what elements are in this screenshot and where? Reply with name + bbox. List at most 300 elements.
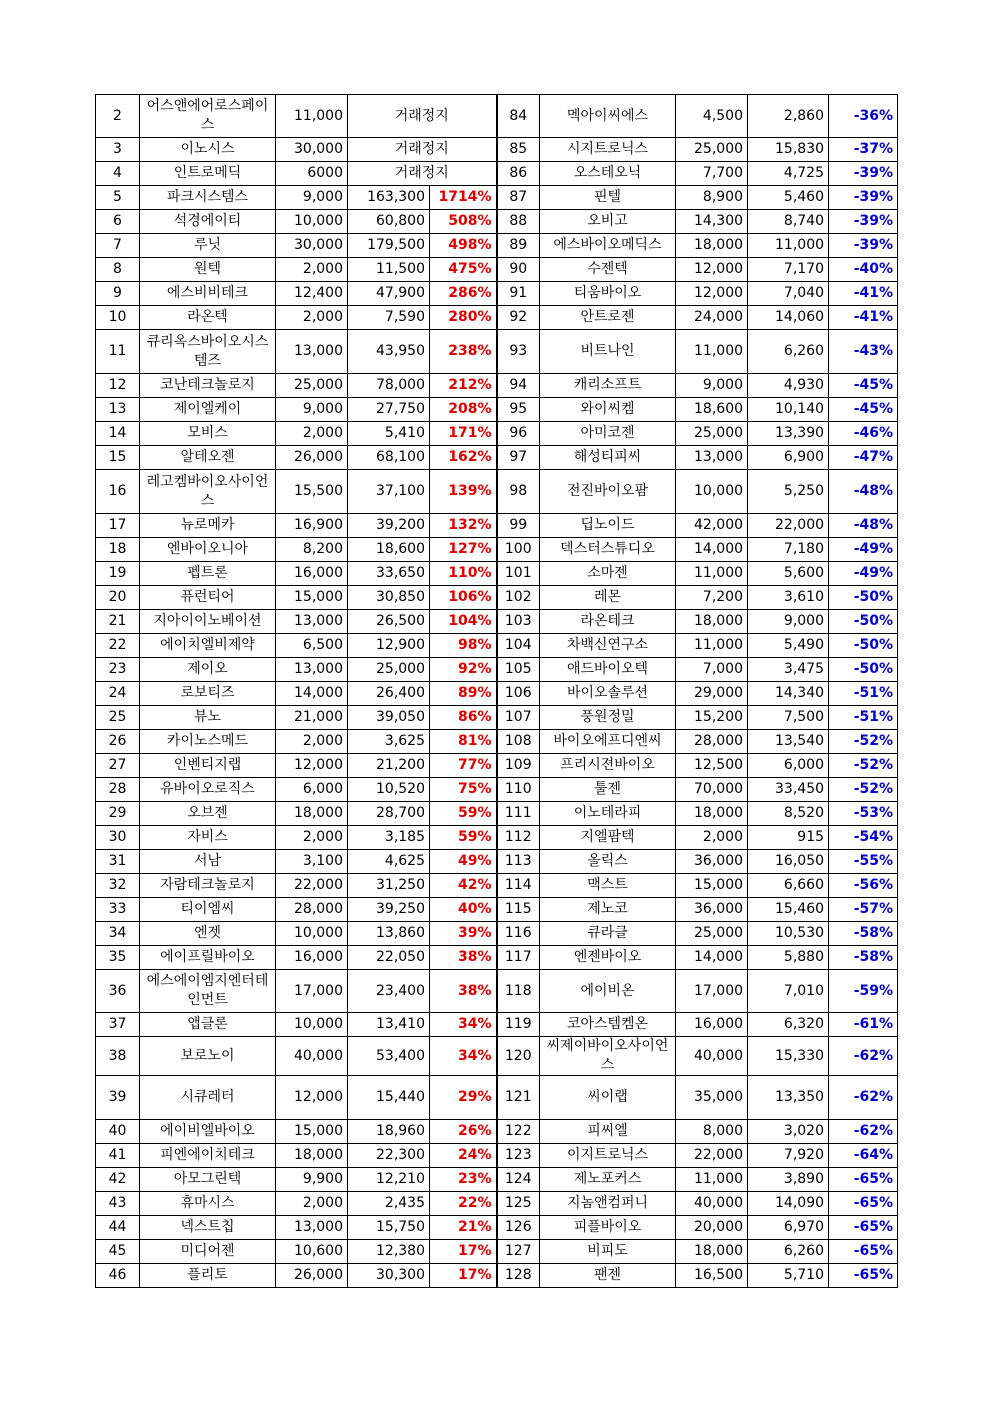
- left-return-cell: 1714%: [430, 186, 497, 210]
- right-current-price-cell: 6,900: [748, 446, 829, 470]
- left-return-cell: 286%: [430, 282, 497, 306]
- right-current-price-cell: 13,540: [748, 730, 829, 754]
- right-return-cell: -53%: [829, 802, 898, 826]
- right-current-price-cell: 5,600: [748, 562, 829, 586]
- right-company-cell: 핀텔: [540, 186, 676, 210]
- left-company-cell: 뉴로메카: [140, 514, 276, 538]
- left-current-price-cell: 163,300: [348, 186, 430, 210]
- right-company-cell: 전진바이오팜: [540, 470, 676, 514]
- left-current-price-cell: 12,900: [348, 634, 430, 658]
- table-row: [96, 610, 898, 634]
- table-row: [96, 730, 898, 754]
- left-current-price-cell: 12,210: [348, 1168, 430, 1192]
- right-offer-price-cell: 11,000: [676, 562, 748, 586]
- right-return-cell: -65%: [829, 1264, 898, 1288]
- right-offer-price-cell: 16,500: [676, 1264, 748, 1288]
- left-offer-price-cell: 13,000: [276, 658, 348, 682]
- right-current-price-cell: 6,260: [748, 330, 829, 374]
- right-return-cell: -51%: [829, 706, 898, 730]
- left-offer-price-cell: 10,000: [276, 922, 348, 946]
- right-return-cell: -64%: [829, 1144, 898, 1168]
- right-rank-cell: 111: [497, 802, 540, 826]
- left-company-cell: 에스비비테크: [140, 282, 276, 306]
- right-current-price-cell: 4,930: [748, 374, 829, 398]
- right-rank-cell: 100: [497, 538, 540, 562]
- left-rank-cell: 9: [96, 282, 140, 306]
- right-offer-price-cell: 18,000: [676, 234, 748, 258]
- right-company-cell: 오스테오닉: [540, 162, 676, 186]
- right-current-price-cell: 5,490: [748, 634, 829, 658]
- table-row: [96, 682, 898, 706]
- left-current-price-cell: 21,200: [348, 754, 430, 778]
- left-rank-cell: 31: [96, 850, 140, 874]
- right-rank-cell: 94: [497, 374, 540, 398]
- left-rank-cell: 44: [96, 1216, 140, 1240]
- table-row: [96, 778, 898, 802]
- right-current-price-cell: 3,610: [748, 586, 829, 610]
- left-return-cell: 34%: [430, 1037, 497, 1076]
- left-rank-cell: 12: [96, 374, 140, 398]
- left-offer-price-cell: 18,000: [276, 802, 348, 826]
- left-offer-price-cell: 9,000: [276, 398, 348, 422]
- left-offer-price-cell: 25,000: [276, 374, 348, 398]
- left-return-cell: 22%: [430, 1192, 497, 1216]
- right-offer-price-cell: 22,000: [676, 1144, 748, 1168]
- left-company-cell: 제이오: [140, 658, 276, 682]
- right-rank-cell: 93: [497, 330, 540, 374]
- left-offer-price-cell: 30,000: [276, 234, 348, 258]
- right-company-cell: 바이오에프디엔씨: [540, 730, 676, 754]
- left-company-cell: 휴마시스: [140, 1192, 276, 1216]
- right-offer-price-cell: 18,000: [676, 610, 748, 634]
- left-return-cell: 59%: [430, 802, 497, 826]
- right-rank-cell: 126: [497, 1216, 540, 1240]
- left-current-price-cell: 27,750: [348, 398, 430, 422]
- right-offer-price-cell: 35,000: [676, 1076, 748, 1120]
- left-current-price-cell: 26,500: [348, 610, 430, 634]
- left-company-cell: 큐리옥스바이오시스템즈: [140, 330, 276, 374]
- left-return-cell: 24%: [430, 1144, 497, 1168]
- left-current-price-cell: 15,750: [348, 1216, 430, 1240]
- left-rank-cell: 26: [96, 730, 140, 754]
- right-rank-cell: 84: [497, 95, 540, 138]
- left-current-price-cell: 39,250: [348, 898, 430, 922]
- left-current-price-cell: 37,100: [348, 470, 430, 514]
- left-current-price-cell: 22,050: [348, 946, 430, 970]
- left-rank-cell: 29: [96, 802, 140, 826]
- left-current-price-cell: 2,435: [348, 1192, 430, 1216]
- right-company-cell: 올릭스: [540, 850, 676, 874]
- left-current-price-cell: 39,050: [348, 706, 430, 730]
- left-return-cell: 132%: [430, 514, 497, 538]
- right-return-cell: -45%: [829, 398, 898, 422]
- right-offer-price-cell: 7,200: [676, 586, 748, 610]
- left-return-cell: 475%: [430, 258, 497, 282]
- left-company-cell: 퓨런티어: [140, 586, 276, 610]
- right-offer-price-cell: 25,000: [676, 138, 748, 162]
- right-return-cell: -39%: [829, 162, 898, 186]
- right-current-price-cell: 3,890: [748, 1168, 829, 1192]
- left-current-price-cell: 78,000: [348, 374, 430, 398]
- right-current-price-cell: 6,970: [748, 1216, 829, 1240]
- left-offer-price-cell: 13,000: [276, 330, 348, 374]
- left-return-cell: 26%: [430, 1120, 497, 1144]
- right-offer-price-cell: 4,500: [676, 95, 748, 138]
- left-offer-price-cell: 15,000: [276, 1120, 348, 1144]
- right-offer-price-cell: 13,000: [676, 446, 748, 470]
- left-company-cell: 코난테크놀로지: [140, 374, 276, 398]
- right-offer-price-cell: 11,000: [676, 330, 748, 374]
- right-return-cell: -62%: [829, 1076, 898, 1120]
- right-offer-price-cell: 40,000: [676, 1037, 748, 1076]
- left-current-price-cell: 18,600: [348, 538, 430, 562]
- left-company-cell: 제이엘케이: [140, 398, 276, 422]
- left-return-cell: 106%: [430, 586, 497, 610]
- left-return-cell: 39%: [430, 922, 497, 946]
- right-return-cell: -62%: [829, 1037, 898, 1076]
- left-current-price-cell: 28,700: [348, 802, 430, 826]
- right-rank-cell: 88: [497, 210, 540, 234]
- left-rank-cell: 41: [96, 1144, 140, 1168]
- right-offer-price-cell: 42,000: [676, 514, 748, 538]
- right-rank-cell: 89: [497, 234, 540, 258]
- left-rank-cell: 16: [96, 470, 140, 514]
- left-rank-cell: 25: [96, 706, 140, 730]
- left-offer-price-cell: 18,000: [276, 1144, 348, 1168]
- right-current-price-cell: 7,040: [748, 282, 829, 306]
- left-offer-price-cell: 22,000: [276, 874, 348, 898]
- left-current-price-cell: 11,500: [348, 258, 430, 282]
- table-row: [96, 210, 898, 234]
- left-company-cell: 뷰노: [140, 706, 276, 730]
- left-company-cell: 플리토: [140, 1264, 276, 1288]
- right-current-price-cell: 9,000: [748, 610, 829, 634]
- left-return-cell: 81%: [430, 730, 497, 754]
- left-rank-cell: 14: [96, 422, 140, 446]
- left-company-cell: 자람테크놀로지: [140, 874, 276, 898]
- left-rank-cell: 15: [96, 446, 140, 470]
- left-return-cell: 208%: [430, 398, 497, 422]
- right-rank-cell: 118: [497, 970, 540, 1013]
- right-offer-price-cell: 29,000: [676, 682, 748, 706]
- table-row: [96, 258, 898, 282]
- right-rank-cell: 123: [497, 1144, 540, 1168]
- right-company-cell: 프리시젼바이오: [540, 754, 676, 778]
- right-offer-price-cell: 28,000: [676, 730, 748, 754]
- right-company-cell: 멕아이씨에스: [540, 95, 676, 138]
- right-company-cell: 해성티피씨: [540, 446, 676, 470]
- right-offer-price-cell: 11,000: [676, 1168, 748, 1192]
- table-row: [96, 330, 898, 374]
- right-current-price-cell: 14,060: [748, 306, 829, 330]
- right-current-price-cell: 13,390: [748, 422, 829, 446]
- left-rank-cell: 33: [96, 898, 140, 922]
- right-offer-price-cell: 70,000: [676, 778, 748, 802]
- left-offer-price-cell: 30,000: [276, 138, 348, 162]
- table-row: [96, 138, 898, 162]
- left-company-cell: 라온텍: [140, 306, 276, 330]
- right-rank-cell: 108: [497, 730, 540, 754]
- right-rank-cell: 85: [497, 138, 540, 162]
- left-company-cell: 에이치엘비제약: [140, 634, 276, 658]
- right-return-cell: -37%: [829, 138, 898, 162]
- right-return-cell: -52%: [829, 754, 898, 778]
- right-return-cell: -40%: [829, 258, 898, 282]
- right-return-cell: -58%: [829, 922, 898, 946]
- table-body: [96, 95, 898, 1288]
- right-return-cell: -61%: [829, 1013, 898, 1037]
- table-row: [96, 1144, 898, 1168]
- table-row: [96, 1192, 898, 1216]
- right-offer-price-cell: 12,000: [676, 258, 748, 282]
- left-offer-price-cell: 15,000: [276, 586, 348, 610]
- right-offer-price-cell: 10,000: [676, 470, 748, 514]
- left-offer-price-cell: 10,000: [276, 210, 348, 234]
- left-halt-status-cell: 거래정지: [348, 138, 497, 162]
- right-offer-price-cell: 40,000: [676, 1192, 748, 1216]
- left-offer-price-cell: 3,100: [276, 850, 348, 874]
- table-row: [96, 658, 898, 682]
- left-rank-cell: 10: [96, 306, 140, 330]
- right-company-cell: 차백신연구소: [540, 634, 676, 658]
- left-current-price-cell: 179,500: [348, 234, 430, 258]
- left-return-cell: 38%: [430, 970, 497, 1013]
- left-company-cell: 에이프릴바이오: [140, 946, 276, 970]
- right-offer-price-cell: 9,000: [676, 374, 748, 398]
- left-return-cell: 29%: [430, 1076, 497, 1120]
- ipo-performance-table: [95, 94, 898, 1288]
- left-company-cell: 이노시스: [140, 138, 276, 162]
- left-company-cell: 석경에이티: [140, 210, 276, 234]
- right-rank-cell: 102: [497, 586, 540, 610]
- table-row: [96, 706, 898, 730]
- left-current-price-cell: 3,625: [348, 730, 430, 754]
- left-company-cell: 자비스: [140, 826, 276, 850]
- right-company-cell: 비피도: [540, 1240, 676, 1264]
- right-rank-cell: 90: [497, 258, 540, 282]
- right-return-cell: -39%: [829, 234, 898, 258]
- left-rank-cell: 27: [96, 754, 140, 778]
- right-company-cell: 수젠텍: [540, 258, 676, 282]
- right-return-cell: -36%: [829, 95, 898, 138]
- left-company-cell: 알테오젠: [140, 446, 276, 470]
- left-current-price-cell: 15,440: [348, 1076, 430, 1120]
- right-current-price-cell: 14,340: [748, 682, 829, 706]
- right-current-price-cell: 5,710: [748, 1264, 829, 1288]
- left-company-cell: 보로노이: [140, 1037, 276, 1076]
- left-current-price-cell: 39,200: [348, 514, 430, 538]
- right-company-cell: 이지트로닉스: [540, 1144, 676, 1168]
- right-rank-cell: 128: [497, 1264, 540, 1288]
- right-rank-cell: 114: [497, 874, 540, 898]
- right-company-cell: 제노포커스: [540, 1168, 676, 1192]
- left-company-cell: 에이비엘바이오: [140, 1120, 276, 1144]
- left-company-cell: 인벤티지랩: [140, 754, 276, 778]
- table-row: [96, 374, 898, 398]
- left-current-price-cell: 68,100: [348, 446, 430, 470]
- table-row: [96, 634, 898, 658]
- left-rank-cell: 36: [96, 970, 140, 1013]
- left-rank-cell: 43: [96, 1192, 140, 1216]
- left-rank-cell: 22: [96, 634, 140, 658]
- left-return-cell: 38%: [430, 946, 497, 970]
- table-row: [96, 1264, 898, 1288]
- left-company-cell: 엔바이오니아: [140, 538, 276, 562]
- right-return-cell: -48%: [829, 470, 898, 514]
- right-company-cell: 제노코: [540, 898, 676, 922]
- table-row: [96, 802, 898, 826]
- left-company-cell: 루닛: [140, 234, 276, 258]
- left-offer-price-cell: 16,000: [276, 946, 348, 970]
- table-row: [96, 586, 898, 610]
- right-company-cell: 팬젠: [540, 1264, 676, 1288]
- right-rank-cell: 95: [497, 398, 540, 422]
- left-company-cell: 레고켐바이오사이언스: [140, 470, 276, 514]
- right-company-cell: 와이씨켐: [540, 398, 676, 422]
- right-company-cell: 딥노이드: [540, 514, 676, 538]
- right-offer-price-cell: 8,000: [676, 1120, 748, 1144]
- right-current-price-cell: 6,260: [748, 1240, 829, 1264]
- right-company-cell: 피플바이오: [540, 1216, 676, 1240]
- left-offer-price-cell: 15,500: [276, 470, 348, 514]
- left-company-cell: 모비스: [140, 422, 276, 446]
- left-company-cell: 유바이오로직스: [140, 778, 276, 802]
- right-current-price-cell: 6,660: [748, 874, 829, 898]
- left-offer-price-cell: 26,000: [276, 446, 348, 470]
- table-row: [96, 306, 898, 330]
- table-row: [96, 514, 898, 538]
- table-row: [96, 1120, 898, 1144]
- left-offer-price-cell: 2,000: [276, 258, 348, 282]
- right-offer-price-cell: 15,000: [676, 874, 748, 898]
- right-offer-price-cell: 14,000: [676, 946, 748, 970]
- right-current-price-cell: 6,000: [748, 754, 829, 778]
- table-row: [96, 850, 898, 874]
- left-current-price-cell: 4,625: [348, 850, 430, 874]
- right-company-cell: 소마젠: [540, 562, 676, 586]
- table-row: [96, 1216, 898, 1240]
- left-offer-price-cell: 40,000: [276, 1037, 348, 1076]
- left-return-cell: 280%: [430, 306, 497, 330]
- left-current-price-cell: 22,300: [348, 1144, 430, 1168]
- left-offer-price-cell: 2,000: [276, 306, 348, 330]
- right-offer-price-cell: 20,000: [676, 1216, 748, 1240]
- right-current-price-cell: 2,860: [748, 95, 829, 138]
- left-company-cell: 펩트론: [140, 562, 276, 586]
- left-return-cell: 98%: [430, 634, 497, 658]
- left-rank-cell: 2: [96, 95, 140, 138]
- table-row: [96, 946, 898, 970]
- right-current-price-cell: 7,920: [748, 1144, 829, 1168]
- right-offer-price-cell: 25,000: [676, 422, 748, 446]
- left-return-cell: 75%: [430, 778, 497, 802]
- right-offer-price-cell: 18,600: [676, 398, 748, 422]
- right-offer-price-cell: 14,000: [676, 538, 748, 562]
- left-rank-cell: 39: [96, 1076, 140, 1120]
- left-return-cell: 212%: [430, 374, 497, 398]
- right-company-cell: 티움바이오: [540, 282, 676, 306]
- left-return-cell: 34%: [430, 1013, 497, 1037]
- left-current-price-cell: 30,300: [348, 1264, 430, 1288]
- right-rank-cell: 107: [497, 706, 540, 730]
- left-rank-cell: 30: [96, 826, 140, 850]
- right-offer-price-cell: 12,500: [676, 754, 748, 778]
- left-rank-cell: 21: [96, 610, 140, 634]
- left-rank-cell: 35: [96, 946, 140, 970]
- left-rank-cell: 37: [96, 1013, 140, 1037]
- right-current-price-cell: 8,740: [748, 210, 829, 234]
- right-current-price-cell: 22,000: [748, 514, 829, 538]
- right-rank-cell: 119: [497, 1013, 540, 1037]
- left-offer-price-cell: 10,600: [276, 1240, 348, 1264]
- table-row: [96, 562, 898, 586]
- right-current-price-cell: 5,250: [748, 470, 829, 514]
- right-company-cell: 라온테크: [540, 610, 676, 634]
- right-return-cell: -49%: [829, 538, 898, 562]
- left-current-price-cell: 53,400: [348, 1037, 430, 1076]
- left-rank-cell: 45: [96, 1240, 140, 1264]
- left-company-cell: 넥스트칩: [140, 1216, 276, 1240]
- right-current-price-cell: 15,330: [748, 1037, 829, 1076]
- left-current-price-cell: 23,400: [348, 970, 430, 1013]
- left-return-cell: 498%: [430, 234, 497, 258]
- right-company-cell: 이노테라피: [540, 802, 676, 826]
- left-current-price-cell: 5,410: [348, 422, 430, 446]
- left-rank-cell: 6: [96, 210, 140, 234]
- table-row: [96, 95, 898, 138]
- left-rank-cell: 5: [96, 186, 140, 210]
- right-company-cell: 에이비온: [540, 970, 676, 1013]
- left-rank-cell: 11: [96, 330, 140, 374]
- right-return-cell: -48%: [829, 514, 898, 538]
- left-company-cell: 서남: [140, 850, 276, 874]
- left-offer-price-cell: 14,000: [276, 682, 348, 706]
- left-current-price-cell: 13,860: [348, 922, 430, 946]
- right-offer-price-cell: 18,000: [676, 1240, 748, 1264]
- left-halt-status-cell: 거래정지: [348, 95, 497, 138]
- left-company-cell: 아모그린텍: [140, 1168, 276, 1192]
- left-company-cell: 인트로메딕: [140, 162, 276, 186]
- table-row: [96, 282, 898, 306]
- right-company-cell: 지놈앤컴퍼니: [540, 1192, 676, 1216]
- left-offer-price-cell: 21,000: [276, 706, 348, 730]
- left-offer-price-cell: 12,000: [276, 754, 348, 778]
- table-row: [96, 446, 898, 470]
- left-rank-cell: 17: [96, 514, 140, 538]
- right-offer-price-cell: 14,300: [676, 210, 748, 234]
- right-current-price-cell: 7,170: [748, 258, 829, 282]
- left-offer-price-cell: 28,000: [276, 898, 348, 922]
- left-offer-price-cell: 26,000: [276, 1264, 348, 1288]
- right-company-cell: 큐라클: [540, 922, 676, 946]
- right-current-price-cell: 915: [748, 826, 829, 850]
- left-current-price-cell: 10,520: [348, 778, 430, 802]
- right-rank-cell: 104: [497, 634, 540, 658]
- left-return-cell: 104%: [430, 610, 497, 634]
- right-rank-cell: 124: [497, 1168, 540, 1192]
- left-offer-price-cell: 13,000: [276, 610, 348, 634]
- right-return-cell: -56%: [829, 874, 898, 898]
- right-company-cell: 시지트로닉스: [540, 138, 676, 162]
- right-current-price-cell: 5,880: [748, 946, 829, 970]
- left-offer-price-cell: 2,000: [276, 422, 348, 446]
- right-offer-price-cell: 15,200: [676, 706, 748, 730]
- right-rank-cell: 97: [497, 446, 540, 470]
- table-row: [96, 1240, 898, 1264]
- right-rank-cell: 99: [497, 514, 540, 538]
- left-current-price-cell: 47,900: [348, 282, 430, 306]
- right-rank-cell: 127: [497, 1240, 540, 1264]
